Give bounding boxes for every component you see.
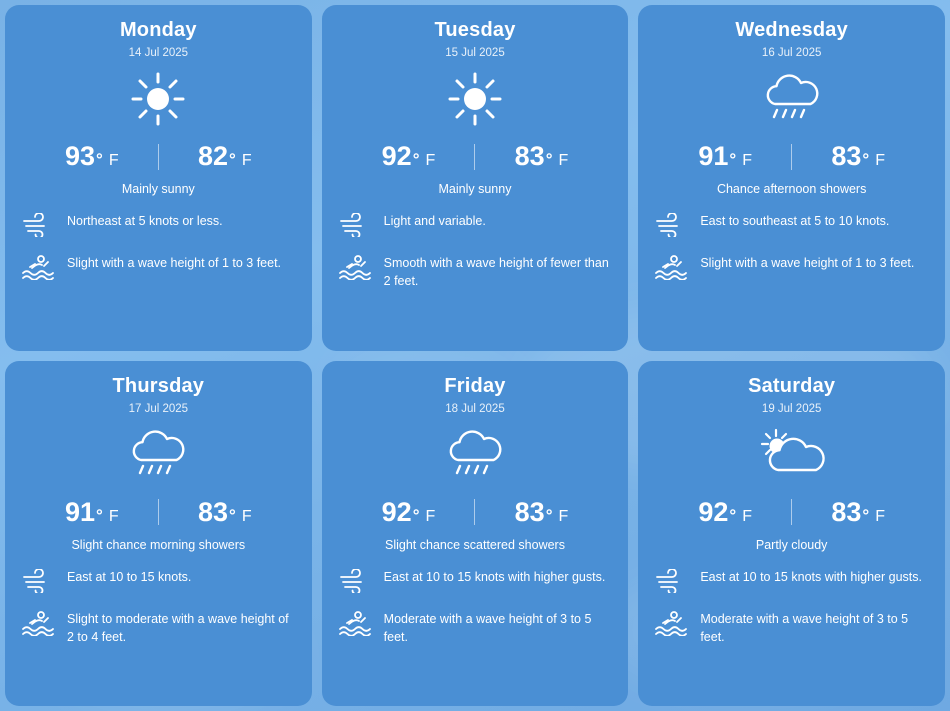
high-temperature: [665, 143, 785, 170]
day-date: 17 Jul 2025: [128, 402, 189, 415]
forecast-card-monday[interactable]: [5, 5, 312, 351]
wind-detail: [21, 210, 296, 240]
waves-text: Moderate with a wave height of 3 to 5 feet.: [700, 611, 909, 644]
day-name: Monday: [119, 19, 197, 41]
detail-list: [654, 566, 929, 646]
condition-summary: Partly cloudy: [755, 537, 828, 552]
wind-detail: [654, 566, 929, 596]
day-name: Saturday: [748, 374, 836, 397]
low-temp-value: 83: [198, 496, 229, 527]
temperature-divider: [791, 499, 792, 525]
degree-symbol: °: [96, 505, 103, 525]
temperature-divider: [791, 144, 792, 170]
condition-summary: Slight chance scattered showers: [385, 537, 565, 552]
wind-icon: [338, 210, 372, 240]
day-date: 19 Jul 2025: [761, 402, 822, 415]
degree-symbol: °: [862, 150, 870, 169]
temperature-row: [654, 143, 929, 170]
high-temp-value: 93: [65, 141, 96, 171]
wind-icon: [21, 566, 55, 596]
detail-list: [21, 210, 296, 282]
forecast-card-friday[interactable]: [322, 361, 629, 707]
condition-summary: Chance afternoon showers: [716, 182, 867, 196]
wind-text: Northeast at 5 knots or less.: [67, 214, 223, 228]
sun-icon: [338, 65, 613, 133]
waves-detail: [654, 608, 929, 646]
degree-symbol: °: [545, 150, 553, 169]
degree-symbol: °: [412, 505, 420, 525]
wind-detail: [21, 566, 296, 596]
day-date: 18 Jul 2025: [445, 402, 505, 415]
high-temp-value: 92: [381, 496, 412, 527]
wind-text: East at 10 to 15 knots with higher gusts.: [383, 569, 606, 584]
waves-text: Slight with a wave height of 1 to 3 feet.: [67, 256, 282, 270]
waves-detail: [654, 252, 929, 282]
waves-icon: [654, 252, 688, 282]
wind-detail: [338, 566, 613, 596]
temperature-divider: [474, 499, 475, 525]
temperature-unit: F: [742, 152, 752, 169]
temperature-unit: F: [742, 507, 752, 525]
temperature-divider: [158, 499, 159, 525]
temperature-unit: F: [108, 507, 119, 525]
wind-icon: [338, 566, 372, 596]
forecast-card-tuesday[interactable]: [322, 5, 629, 351]
temperature-row: [21, 143, 296, 170]
low-temperature: [165, 143, 285, 170]
temperature-unit: F: [558, 507, 569, 525]
high-temperature: [665, 496, 785, 527]
low-temperature: [798, 496, 918, 527]
temperature-row: [338, 496, 613, 527]
wind-text: Light and variable.: [383, 214, 486, 228]
temperature-divider: [158, 144, 159, 170]
temperature-unit: F: [875, 152, 885, 169]
temperature-divider: [474, 144, 475, 170]
high-temp-value: 92: [381, 141, 412, 171]
wind-text: East at 10 to 15 knots.: [67, 569, 192, 584]
high-temp-value: 91: [65, 496, 96, 527]
wind-icon: [654, 210, 688, 240]
temperature-row: [654, 496, 929, 527]
temperature-unit: F: [241, 152, 252, 169]
temperature-unit: F: [425, 152, 436, 169]
temperature-unit: F: [241, 507, 252, 525]
degree-symbol: °: [729, 150, 737, 169]
day-date: 16 Jul 2025: [761, 47, 822, 59]
day-name: Tuesday: [434, 19, 516, 41]
wind-detail: [338, 210, 613, 240]
high-temp-value: 91: [698, 141, 729, 171]
degree-symbol: °: [229, 505, 236, 525]
forecast-card-saturday[interactable]: [638, 361, 945, 707]
low-temp-value: 83: [514, 141, 545, 171]
wind-detail: [654, 210, 929, 240]
temperature-unit: F: [875, 507, 885, 525]
wind-text: East to southeast at 5 to 10 knots.: [700, 214, 890, 228]
waves-icon: [338, 252, 372, 282]
waves-icon: [338, 608, 372, 638]
detail-list: [21, 566, 296, 646]
wind-text: East at 10 to 15 knots with higher gusts.: [700, 569, 922, 584]
forecast-card-wednesday[interactable]: [638, 5, 945, 351]
degree-symbol: °: [412, 150, 420, 169]
degree-symbol: °: [729, 505, 737, 525]
degree-symbol: °: [862, 505, 870, 525]
low-temp-value: 83: [514, 496, 545, 527]
high-temperature: [348, 496, 468, 527]
wind-icon: [654, 566, 688, 596]
waves-text: Moderate with a wave height of 3 to 5 feet.: [383, 611, 592, 644]
condition-summary: Mainly sunny: [121, 182, 195, 196]
detail-list: [338, 210, 613, 290]
detail-list: [338, 566, 613, 646]
temperature-unit: F: [558, 152, 569, 169]
low-temperature: [798, 143, 918, 170]
day-date: 15 Jul 2025: [445, 47, 505, 59]
temperature-row: [338, 143, 613, 170]
sun-icon: [21, 65, 296, 133]
low-temperature: [165, 496, 285, 527]
waves-detail: [21, 608, 296, 646]
wind-icon: [21, 210, 55, 240]
high-temperature: [32, 143, 152, 170]
low-temperature: [481, 496, 601, 527]
sun-behind-cloud-icon: [654, 421, 929, 489]
waves-icon: [21, 252, 55, 282]
temperature-unit: F: [425, 507, 436, 525]
waves-icon: [21, 608, 55, 638]
waves-text: Slight to moderate with a wave height of 2 to 4 feet.: [67, 611, 289, 644]
low-temp-value: 83: [831, 141, 862, 171]
day-name: Thursday: [112, 374, 205, 397]
low-temperature: [481, 143, 601, 170]
day-name: Wednesday: [735, 19, 848, 41]
rain-cloud-icon: [21, 421, 296, 489]
degree-symbol: °: [96, 150, 103, 169]
high-temp-value: 92: [698, 496, 729, 527]
forecast-card-thursday[interactable]: [5, 361, 312, 707]
low-temp-value: 83: [831, 496, 862, 527]
rain-cloud-icon: [338, 421, 613, 489]
waves-icon: [654, 608, 688, 638]
condition-summary: Mainly sunny: [438, 182, 512, 196]
high-temperature: [348, 143, 468, 170]
day-date: 14 Jul 2025: [128, 47, 189, 59]
high-temperature: [32, 496, 152, 527]
temperature-row: [21, 496, 296, 527]
day-name: Friday: [444, 374, 506, 397]
condition-summary: Slight chance morning showers: [71, 537, 246, 552]
detail-list: [654, 210, 929, 282]
waves-detail: [338, 608, 613, 646]
waves-text: Slight with a wave height of 1 to 3 feet.: [700, 256, 915, 270]
rain-cloud-icon: [654, 65, 929, 133]
waves-detail: [21, 252, 296, 282]
low-temp-value: 82: [198, 141, 229, 171]
degree-symbol: °: [229, 150, 236, 169]
waves-detail: [338, 252, 613, 290]
temperature-unit: F: [108, 152, 119, 169]
degree-symbol: °: [545, 505, 553, 525]
waves-text: Smooth with a wave height of fewer than 2 feet.: [383, 256, 609, 289]
